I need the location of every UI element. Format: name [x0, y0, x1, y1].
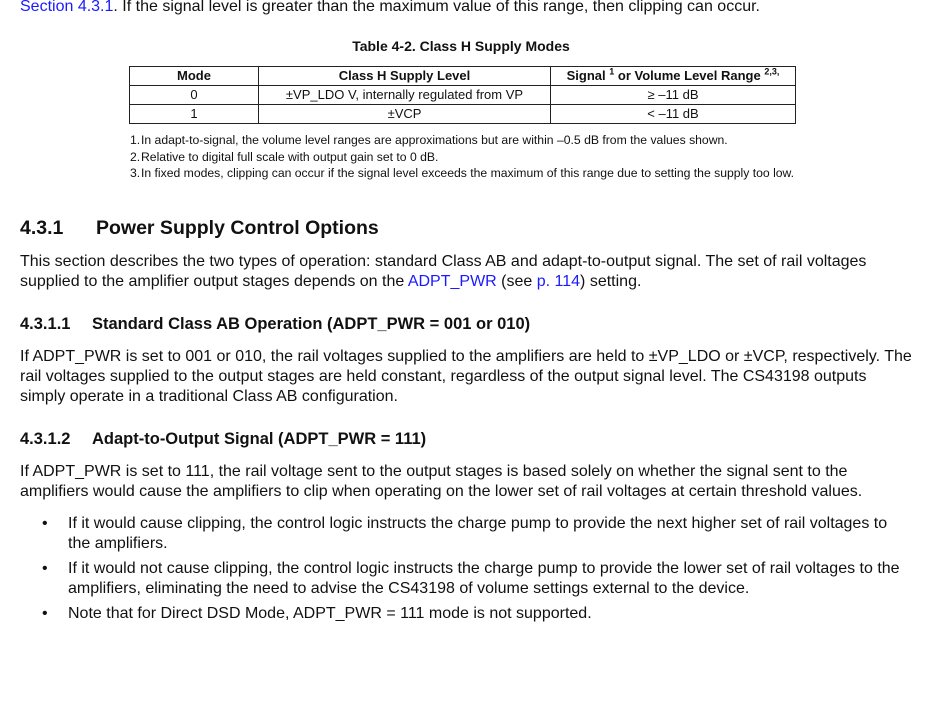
header-range-rest: or Volume Level Range	[617, 68, 761, 83]
class-h-table	[129, 66, 796, 124]
bullet-list	[20, 514, 912, 629]
cell-range: < –11 dB	[551, 105, 796, 124]
bullet-icon: •	[42, 560, 48, 577]
section-heading	[20, 217, 379, 240]
note-number: 3.	[130, 166, 141, 180]
bullet-icon: •	[42, 605, 48, 622]
note-text: Relative to digital full scale with output gain set to 0 dB.	[141, 149, 439, 164]
subsection-heading	[20, 315, 530, 334]
subsection-body: If ADPT_PWR is set to 001 or 010, the rail voltages supplied to the amplifiers are held to ±VP_LDO or ±VCP, respectively. The rail voltages supplied to the output stages are held constant, regardless of the output signal level. The CS43198 outputs simply operate in a traditional Class AB configuration.	[20, 348, 912, 405]
header-sup-2: 2,3,	[764, 66, 780, 77]
bullet-icon: •	[42, 515, 48, 532]
header-sup-1: 1	[609, 66, 615, 77]
page-link[interactable]: p. 114	[536, 273, 581, 290]
table-note	[130, 165, 810, 182]
intro-line-text: . If the signal level is greater than the maximum value of this range, then clipping can occur.	[113, 0, 760, 15]
list-item	[20, 514, 912, 554]
header-range-signal: Signal	[566, 68, 606, 83]
table-caption: Table 4-2. Class H Supply Modes	[352, 38, 570, 54]
table-row	[130, 86, 796, 105]
cell-level: ±VP_LDO V, internally regulated from VP	[259, 86, 551, 105]
header-mode: Mode	[130, 67, 259, 86]
cell-level: ±VCP	[259, 105, 551, 124]
subsection-heading	[20, 430, 426, 449]
note-number: 2.	[130, 149, 141, 164]
table-header-row	[130, 67, 796, 86]
section-title: Power Supply Control Options	[96, 217, 379, 239]
intro-text: ) setting.	[580, 273, 642, 290]
subsection-number: 4.3.1.2	[20, 430, 71, 448]
intro-text: This section describes the two types of operation: standard Class AB and adapt-to-output signal. The set of rail voltages supplied to the amplifier output stages depends on the	[20, 253, 867, 290]
note-number: 1.	[130, 133, 141, 147]
header-range	[551, 67, 796, 86]
adpt-pwr-link[interactable]: ADPT_PWR	[407, 273, 497, 290]
intro-line	[20, 0, 760, 16]
table-row	[130, 105, 796, 124]
bullet-text: If it would not cause clipping, the control logic instructs the charge pump to provide the lower set of rail voltages to the amplifiers, eliminating the need to advise the CS43198 of volume settings external to the device.	[68, 560, 900, 597]
section-intro	[20, 252, 912, 292]
section-link[interactable]: Section 4.3.1	[20, 0, 114, 15]
note-text: In fixed modes, clipping can occur if the signal level exceeds the maximum of this range due to setting the supply too low.	[141, 166, 795, 180]
list-item	[20, 559, 912, 599]
subsection-number: 4.3.1.1	[20, 315, 71, 333]
cell-range: ≥ –11 dB	[551, 86, 796, 105]
intro-text: (see	[496, 273, 537, 290]
bullet-text: Note that for Direct DSD Mode, ADPT_PWR = 111 mode is not supported.	[68, 605, 592, 622]
cell-mode: 1	[130, 105, 259, 124]
subsection-title: Adapt-to-Output Signal (ADPT_PWR = 111)	[92, 430, 427, 448]
bullet-text: If it would cause clipping, the control logic instructs the charge pump to provide the next higher set of rail voltages to the amplifiers.	[68, 515, 888, 552]
table-notes	[130, 132, 810, 182]
table-note	[130, 149, 810, 166]
note-text: In adapt-to-signal, the volume level ranges are approximations but are within –0.5 dB from the values shown.	[141, 133, 728, 147]
section-number: 4.3.1	[20, 217, 64, 239]
table-note	[130, 132, 810, 149]
header-supply-level: Class H Supply Level	[259, 67, 551, 86]
list-item	[20, 604, 912, 624]
subsection-title: Standard Class AB Operation (ADPT_PWR = 001 or 010)	[92, 315, 531, 333]
subsection-body: If ADPT_PWR is set to 111, the rail voltage sent to the output stages is based solely on whether the signal sent to the amplifiers would cause the amplifiers to clip when operating on the lower set of rail voltages at certain threshold values.	[20, 463, 863, 500]
cell-mode: 0	[130, 86, 259, 105]
